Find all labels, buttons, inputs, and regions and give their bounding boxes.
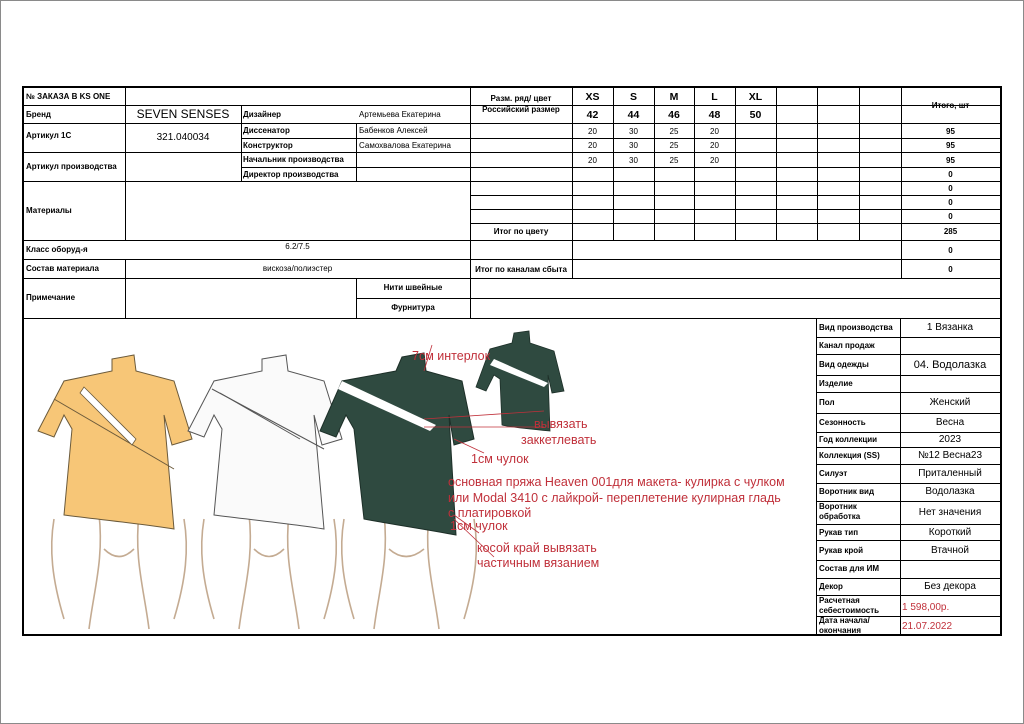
sketch-green-small [476, 331, 564, 431]
row-total: 95 [946, 141, 955, 150]
spec-label: Силуэт [819, 469, 848, 478]
date-value: 21.07.2022 [902, 621, 953, 632]
qty-cell: 20 [588, 156, 597, 165]
qty-cell: 20 [588, 141, 597, 150]
spec-label: Дата начала/окончания [819, 616, 870, 635]
spec-value: Приталенный [918, 468, 982, 479]
hem-annotation: 1см чулок [471, 452, 529, 466]
spec-label: Год коллекции [819, 435, 878, 444]
collar-annotation: 7см интерлок [412, 349, 491, 363]
row-total: 0 [948, 212, 953, 221]
color-total-label: Итог по цвету [493, 227, 549, 236]
equipment-class-value: 6.2/7.5 [285, 242, 310, 251]
color-total-value: 285 [943, 227, 958, 236]
yarn-annotation: или Modal 3410 с лайкрой- переплетение кулирная гладь [448, 491, 781, 505]
order-number-label: № ЗАКАЗА В KS ONE [26, 92, 111, 101]
size-number: 42 [586, 109, 599, 121]
qty-cell: 30 [629, 141, 638, 150]
qty-cell: 20 [710, 141, 719, 150]
hem-annotation: 1см чулок [450, 519, 508, 533]
tech-card-table [22, 86, 1002, 636]
staff-name: Самохвалова Екатерина [359, 141, 451, 150]
qty-cell: 25 [669, 141, 679, 150]
article-1c-value: 321.040034 [156, 132, 210, 143]
qty-cell: 20 [588, 127, 597, 136]
brand-label: Бренд [26, 110, 51, 119]
size-number: 48 [708, 109, 721, 121]
spec-value: 04. Водолазка [913, 359, 987, 371]
spec-label: Рукав крой [819, 546, 864, 555]
size-number: 44 [627, 109, 640, 121]
threads-label: Нити швейные [383, 283, 443, 292]
mannequin-outline [52, 514, 477, 629]
channel-total-value: 0 [948, 265, 953, 274]
spec-label: Коллекция (SS) [819, 451, 880, 460]
row-total: 0 [948, 184, 953, 193]
yarn-annotation: основная пряжа Heaven 001для макета- кулирка с чулком [448, 475, 785, 489]
spec-value: Водолазка [925, 486, 975, 497]
materials-label: Материалы [26, 206, 72, 215]
spec-value: Весна [935, 417, 965, 428]
spec-label: Пол [819, 398, 835, 407]
yarn-annotation: с платировкой [448, 506, 532, 520]
size-letter: L [711, 91, 718, 103]
qty-cell: 30 [629, 156, 638, 165]
size-range-header: Разм. ряд/ цвет Российский размер [482, 94, 560, 114]
article-1c-label: Артикул 1С [26, 131, 72, 140]
spec-label: Канал продаж [819, 341, 875, 350]
size-letter: S [629, 91, 637, 103]
sketch-white [188, 355, 342, 529]
sketch-yellow [38, 355, 192, 529]
bias-annotation: частичным вязанием [477, 556, 600, 570]
spec-label: Сезонность [819, 418, 866, 427]
spec-value: Короткий [928, 527, 972, 538]
article-production-label: Артикул производства [26, 162, 117, 171]
knit-off-annotation: вывязать [534, 417, 588, 431]
row-total: 0 [948, 170, 953, 179]
spec-label: Декор [819, 582, 843, 591]
row-total: 95 [946, 127, 955, 136]
equipment-class-label: Класс оборуд-я [26, 245, 88, 254]
size-number: 50 [749, 109, 762, 121]
brand-value: SEVEN SENSES [136, 107, 230, 121]
qty-cell: 30 [629, 127, 638, 136]
cost-value: 1 598,00р. [902, 602, 950, 613]
composition-value: вискоза/полиэстер [262, 264, 333, 273]
spec-value: Нет значения [918, 507, 982, 518]
staff-name: Артемьева Екатерина [359, 110, 441, 119]
spec-label: Расчетная себестоимость [819, 596, 880, 615]
size-letter: XL [748, 91, 763, 103]
tuck-annotation: заккетлевать [521, 433, 597, 447]
total-pcs-header: Итого, шт [931, 101, 970, 110]
spec-label: Состав для ИМ [819, 564, 879, 573]
spec-value: Женский [929, 397, 971, 408]
staff-role: Директор производства [243, 170, 339, 179]
row-total: 95 [946, 156, 955, 165]
spec-value: Втачной [930, 545, 970, 556]
staff-role: Дизайнер [243, 110, 282, 119]
spec-label: Изделие [819, 379, 853, 388]
extra-total-value: 0 [948, 246, 953, 255]
row-total: 0 [948, 198, 953, 207]
size-letter: XS [585, 91, 600, 103]
spec-value: 2023 [938, 434, 962, 445]
qty-cell: 25 [669, 156, 679, 165]
staff-name: Бабенков Алексей [359, 126, 428, 135]
spec-value: №12 Весна23 [917, 450, 983, 461]
channel-total-label: Итог по каналам сбыта [475, 265, 567, 274]
staff-role: Начальник производства [243, 155, 344, 164]
staff-role: Диссенатор [243, 126, 290, 135]
fittings-label: Фурнитура [391, 303, 435, 312]
spec-label: Воротник вид [819, 487, 875, 496]
spec-label: Воротник обработка [819, 502, 861, 521]
spec-value: Без декора [924, 581, 976, 592]
qty-cell: 25 [669, 127, 679, 136]
staff-role: Конструктор [243, 141, 293, 150]
qty-cell: 20 [710, 127, 719, 136]
spec-label: Рукав тип [819, 528, 859, 537]
note-label: Примечание [26, 293, 76, 302]
spec-label: Вид одежды [819, 360, 869, 369]
bias-annotation: косой край вывязать [477, 541, 597, 555]
qty-cell: 20 [710, 156, 719, 165]
spec-label: Вид производства [819, 323, 893, 332]
composition-label: Состав материала [26, 264, 99, 273]
size-letter: M [669, 91, 679, 103]
size-number: 46 [668, 109, 680, 121]
spec-value: 1 Вязанка [926, 322, 974, 333]
